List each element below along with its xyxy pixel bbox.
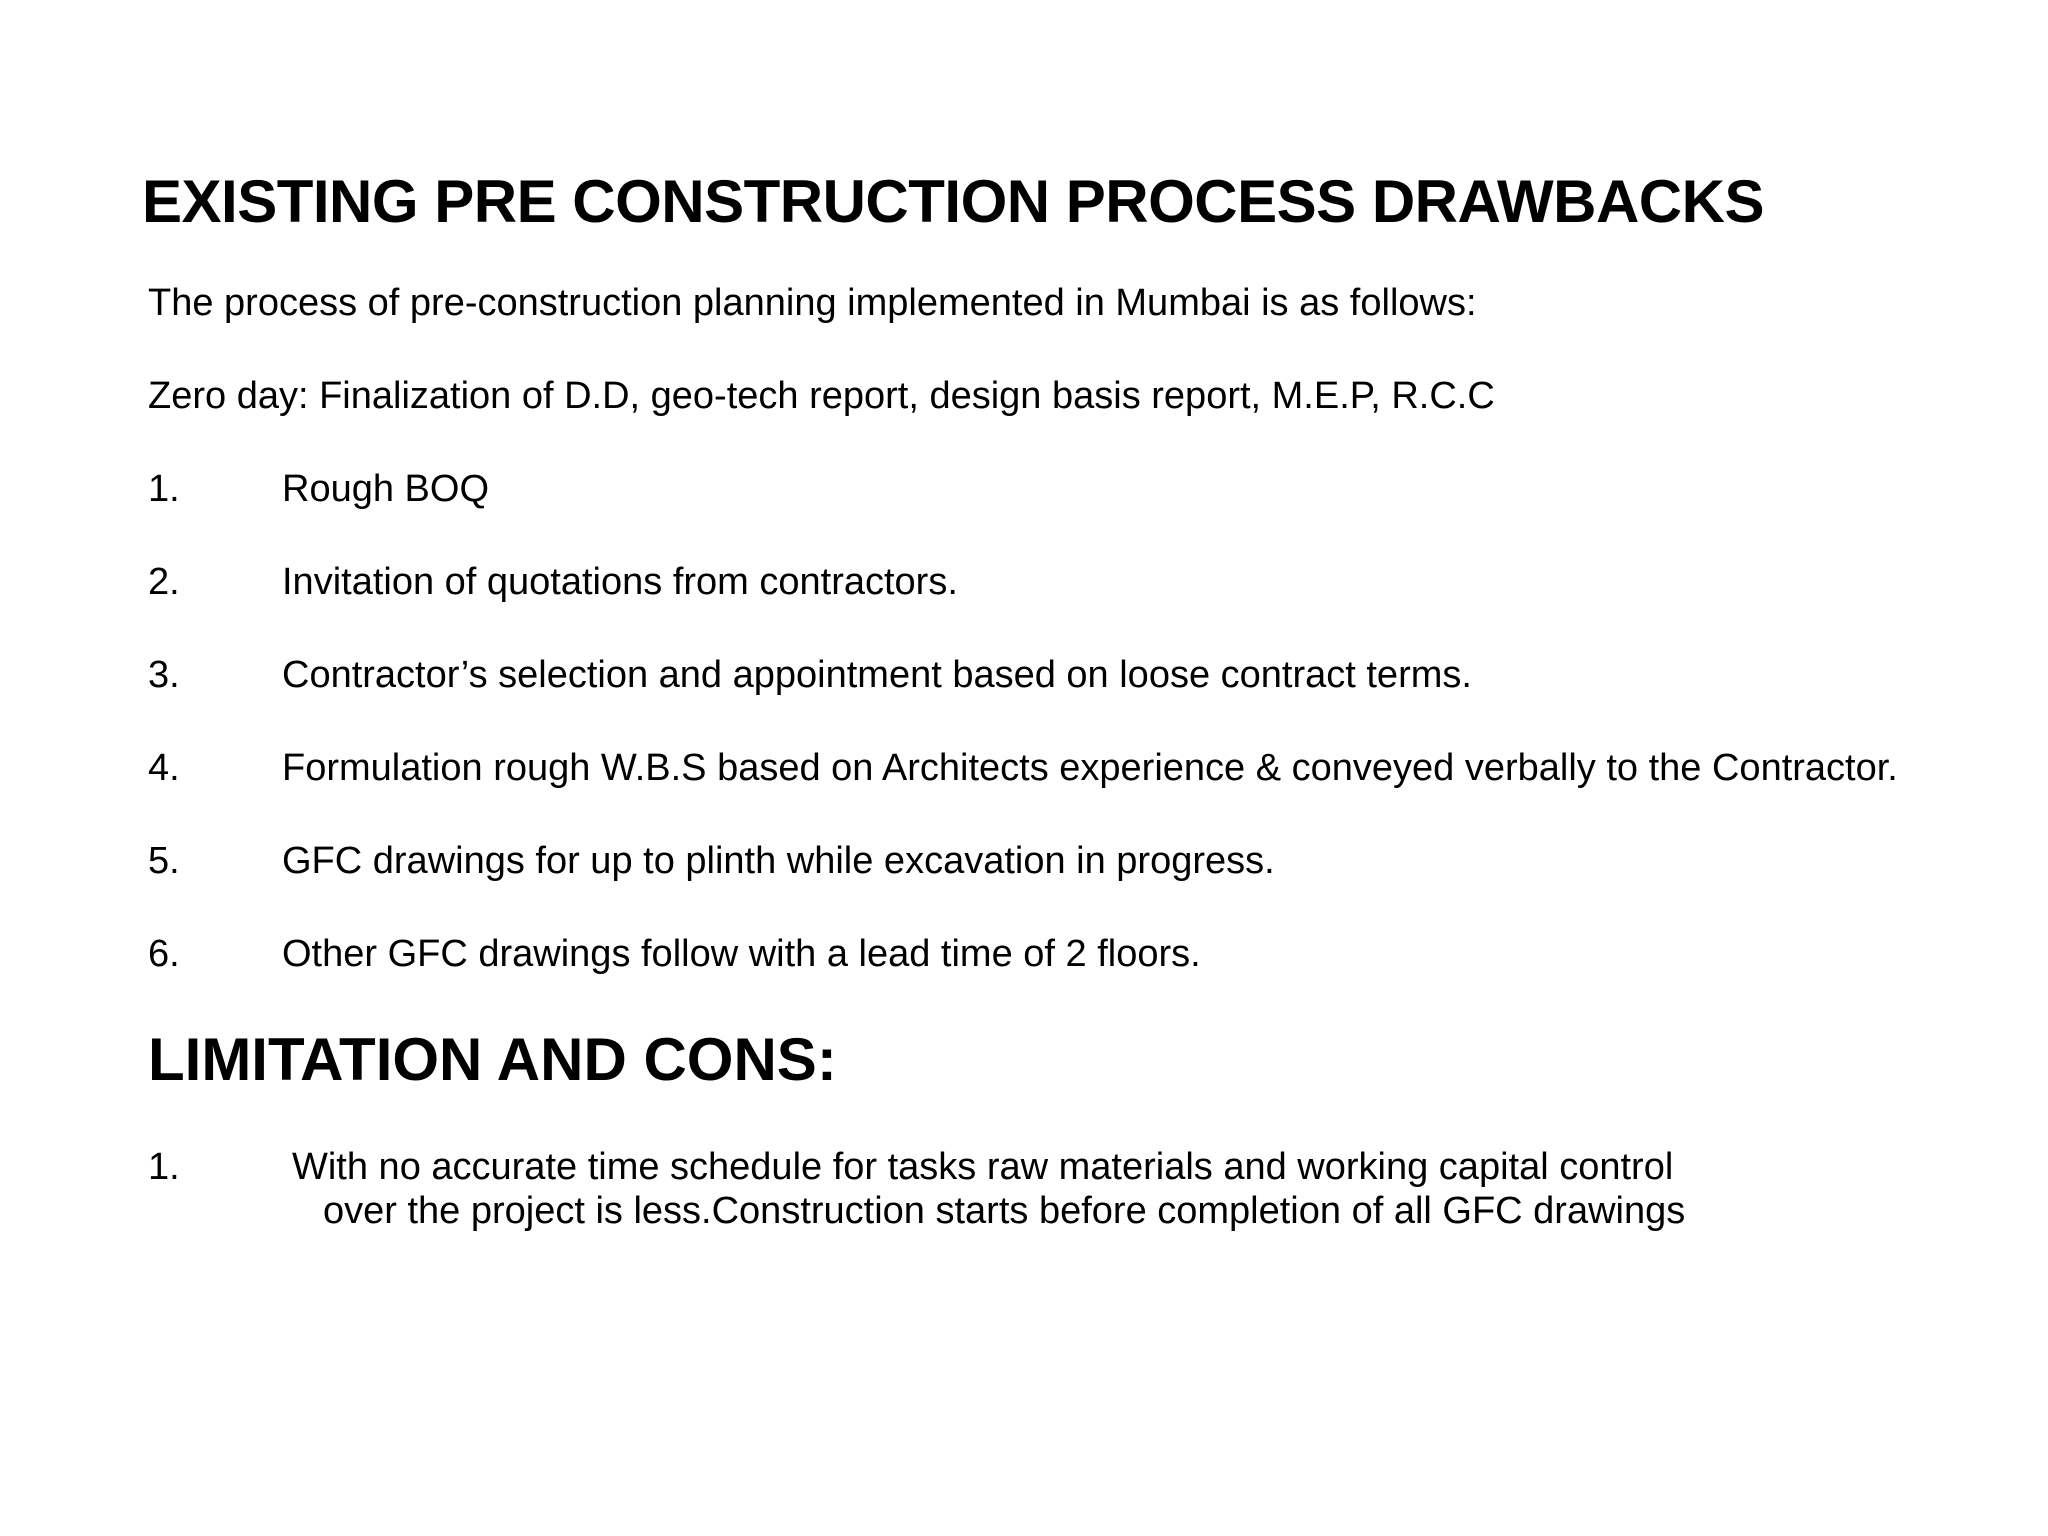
list-item-text: Invitation of quotations from contractors. xyxy=(282,561,958,603)
list-item-number: 1. xyxy=(148,468,180,510)
list-item-number: 3. xyxy=(148,654,180,696)
list-item-number: 6. xyxy=(148,933,180,975)
limitations-heading: LIMITATION AND CONS: xyxy=(148,1026,837,1093)
intro-text: The process of pre-construction planning implemented in Mumbai is as follows: xyxy=(148,282,1477,324)
list-item-number: 5. xyxy=(148,840,180,882)
list-item-number: 2. xyxy=(148,561,180,603)
limitation-text-line-2: over the project is less.Construction starts before completion of all GFC drawings xyxy=(323,1190,1686,1232)
list-item-text: GFC drawings for up to plinth while excavation in progress. xyxy=(282,840,1275,882)
list-item-text: Rough BOQ xyxy=(282,468,489,510)
list-item-text: Formulation rough W.B.S based on Architects experience & conveyed verbally to the Contractor. xyxy=(282,747,1898,789)
limitation-number: 1. xyxy=(148,1146,180,1188)
list-item-text: Contractor’s selection and appointment based on loose contract terms. xyxy=(282,654,1472,696)
list-item-text: Other GFC drawings follow with a lead time of 2 floors. xyxy=(282,933,1201,975)
list-item-number: 4. xyxy=(148,747,180,789)
slide-title: EXISTING PRE CONSTRUCTION PROCESS DRAWBACKS xyxy=(142,168,1764,235)
limitation-text-line-1: With no accurate time schedule for tasks raw materials and working capital control xyxy=(292,1146,1674,1188)
zero-day-text: Zero day: Finalization of D.D, geo-tech report, design basis report, M.E.P, R.C.C xyxy=(148,375,1495,417)
